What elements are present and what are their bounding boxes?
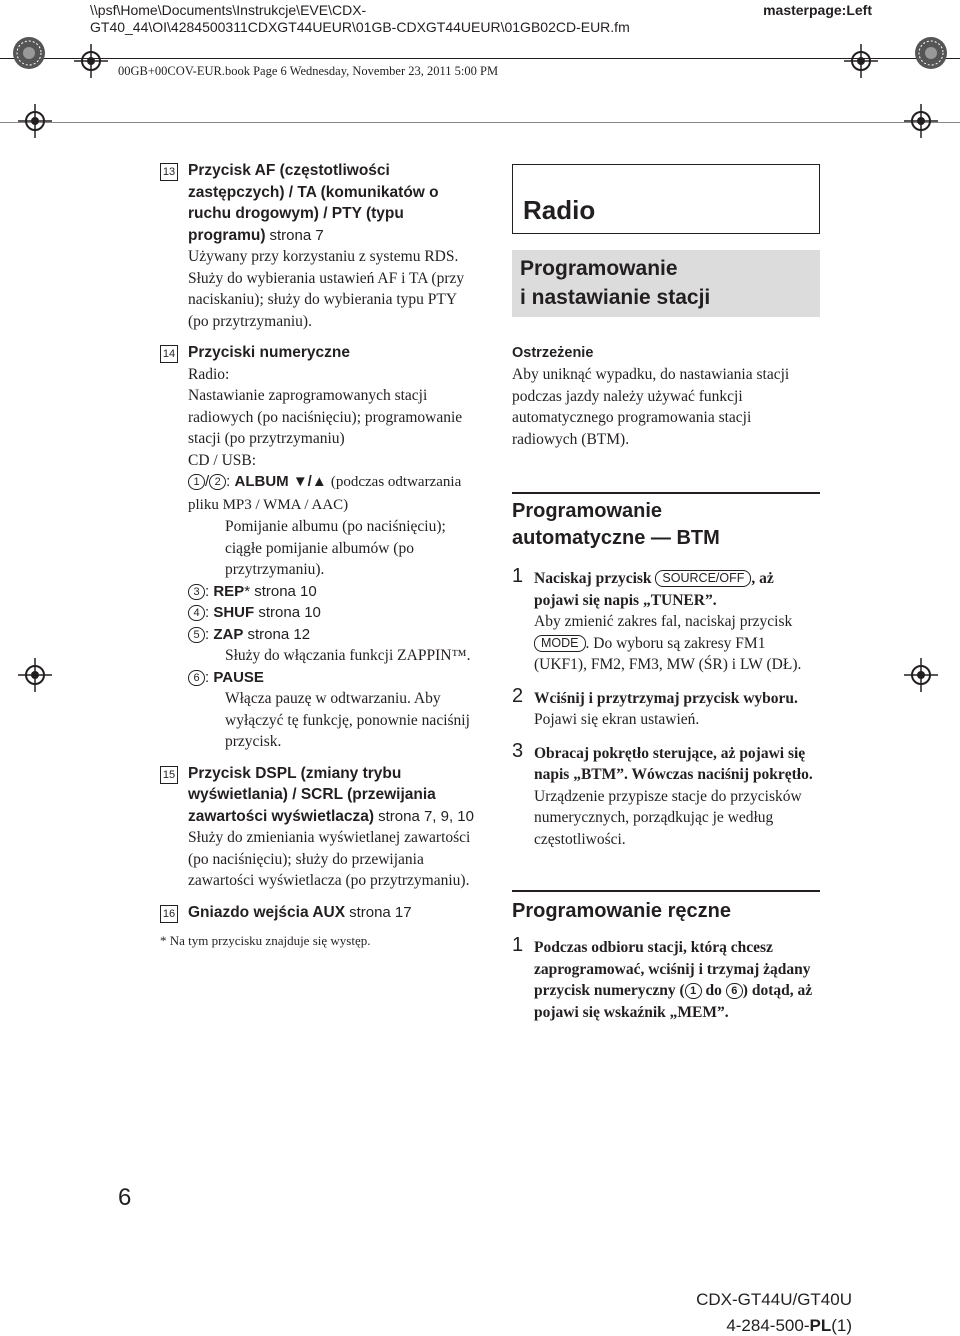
section-rule [512, 890, 820, 892]
warning-body: Aby uniknąć wypadku, do nastawiania stacji podczas jazdy należy używać funkcji automatycznego programowania stacji radiowych (BTM). [512, 366, 790, 448]
colon: : [205, 625, 210, 643]
btm-title-line1: Programowanie [512, 500, 663, 522]
item-title: Gniazdo wejścia AUX [188, 903, 346, 921]
shuf-label: SHUF [213, 604, 255, 621]
header-book-info: 00GB+00COV-EUR.book Page 6 Wednesday, November 23, 2011 5:00 PM [118, 64, 499, 78]
step-text: , aż pojawi się napis „TUNER”. [534, 570, 774, 609]
part-number-prefix: 4-284-500- [726, 1316, 810, 1335]
album-note: (podczas odtwarzania pliku MP3 / WMA / AAC) [188, 474, 462, 513]
part-number-suffix: (1) [831, 1316, 852, 1335]
color-wheel-icon [12, 36, 46, 70]
page-ref: strona 12 [247, 625, 311, 643]
model-number: CDX-GT44U/GT40U [696, 1290, 852, 1309]
cd-usb-label: CD / USB: [188, 451, 257, 469]
radio-label: Radio: [188, 365, 230, 383]
item-title: Przyciski numeryczne [188, 344, 350, 361]
registration-mark-icon [74, 44, 108, 78]
header-file-path: \\psf\Home\Documents\Instrukcje\EVE\CDX-GT40_44\OI\4284500311CDXGT44UEUR\01GB-CDXGT44UEUR\01GB02CD-EUR.fm [90, 2, 630, 35]
step-number: 3 [512, 739, 524, 762]
section-rule [512, 492, 820, 494]
key-1: 1 [188, 474, 205, 490]
pause-line [188, 667, 480, 689]
color-wheel-icon [914, 36, 948, 70]
manual-step-1 [512, 934, 820, 1023]
item-number: 15 [160, 766, 178, 784]
left-column [160, 160, 480, 949]
item-number: 13 [160, 163, 178, 181]
item-body: Służy do zmieniania wyświetlanej zawartości (po naciśnięciu); służy do przewijania zawartości wyświetlacza (po przytrzymaniu). [188, 829, 471, 889]
pause-body: Włącza pauzę w odtwarzaniu. Aby wyłączyć tę funkcję, ponownie naciśnij przycisk. [225, 690, 470, 750]
warning-title: Ostrzeżenie [512, 345, 594, 361]
registration-mark-icon [18, 658, 52, 692]
key-6: 6 [188, 670, 205, 686]
key-5: 5 [188, 627, 205, 643]
btm-step-3 [512, 739, 820, 851]
item-14 [160, 342, 480, 753]
page-ref: strona 10 [254, 582, 317, 600]
step-body [534, 611, 820, 676]
subsection-title-line1: Programowanie [520, 257, 678, 280]
page-number: 6 [118, 1184, 132, 1211]
step-text: ) dotąd, aż pojawi się wskaźnik „MEM”. [534, 982, 813, 1021]
colon: : [205, 582, 210, 600]
album-body: Pomijanie albumu (po naciśnięciu); ciągłe pomijanie albumów (po przytrzymaniu). [225, 518, 446, 578]
key-4: 4 [188, 605, 205, 621]
footnote: * Na tym przycisku znajduje się występ. [160, 933, 371, 948]
radio-body: Nastawianie zaprogramowanych stacji radiowych (po naciśnięciu); programowanie stacji (po przytrzymaniu) [188, 387, 463, 447]
shuf-line [188, 602, 480, 624]
zap-body: Służy do włączania funkcji ZAPPIN™. [225, 647, 471, 664]
part-number-lang: PL [809, 1316, 832, 1335]
source-off-key: SOURCE/OFF [655, 570, 751, 587]
step-body: Pojawi się ekran ustawień. [534, 711, 700, 728]
step-number: 1 [512, 934, 524, 956]
step-body: Urządzenie przypisze stacje do przycisków numerycznych, porządkując je według częstotliwości. [534, 787, 802, 848]
zap-line [188, 624, 480, 646]
crop-line-2 [0, 122, 960, 123]
step-number: 1 [512, 565, 524, 587]
step-text: do [701, 982, 726, 999]
item-13 [160, 160, 480, 332]
radio-heading-box [512, 164, 820, 234]
album-label: ALBUM ▼/▲ [234, 473, 327, 490]
subsection-heading-box [512, 250, 820, 317]
item-title: Przycisk AF (częstotliwości zastępczych) / TA (komunikatów o ruchu drogowym) / PTY (typu programu) [188, 162, 439, 244]
key-1: 1 [685, 983, 702, 999]
colon: : [205, 604, 210, 621]
step-heading [534, 568, 820, 611]
step-heading: Obracaj pokrętło sterujące, aż pojawi się napis „BTM”. Wówczas naciśnij pokrętło. [534, 744, 813, 783]
item-16 [160, 902, 480, 924]
colon: : [226, 473, 231, 490]
album-line [188, 471, 480, 516]
part-number [726, 1316, 852, 1336]
key-6: 6 [726, 983, 743, 999]
step-text: Aby zmienić zakres fal, naciskaj przycisk [534, 613, 793, 630]
btm-step-2 [512, 684, 820, 731]
registration-mark-icon [904, 104, 938, 138]
zap-label: ZAP [213, 625, 244, 643]
rep-label: REP [213, 582, 245, 600]
btm-title [512, 498, 820, 552]
right-column [512, 164, 820, 1023]
page-ref: strona 7 [269, 226, 324, 244]
registration-mark-icon [18, 104, 52, 138]
item-number: 14 [160, 345, 178, 363]
step-heading: Wciśnij i przytrzymaj przycisk wyboru. [534, 689, 798, 707]
registration-mark-icon [844, 44, 878, 78]
page-ref: strona 17 [349, 903, 412, 921]
asterisk: * [244, 582, 251, 600]
item-number: 16 [160, 905, 178, 923]
item-15 [160, 763, 480, 892]
btm-step-1 [512, 565, 820, 676]
step-number: 2 [512, 684, 524, 707]
subsection-title-line2: i nastawianie stacji [520, 286, 711, 309]
page-ref: strona 7, 9, 10 [378, 807, 474, 825]
btm-title-line2: automatyczne — BTM [512, 527, 720, 549]
pause-label: PAUSE [213, 668, 264, 686]
step-text: Podczas odbioru stacji, którą chcesz zaprogramować, wciśnij i trzymaj żądany przycisk numeryczny ( [534, 939, 811, 999]
mode-key: MODE [534, 635, 586, 652]
item-body: Używany przy korzystaniu z systemu RDS. Służy do wybierania ustawień AF i TA (przy naciskaniu); służy do wybierania typu PTY (po przytrzymaniu). [188, 248, 465, 330]
item-title: Przycisk DSPL (zmiany trybu wyświetlania) / SCRL (przewijania zawartości wyświetlacza) [188, 764, 436, 825]
registration-mark-icon [904, 658, 938, 692]
separator: / [205, 473, 210, 490]
key-2: 2 [209, 474, 226, 490]
page-ref: strona 10 [258, 604, 321, 621]
crop-line-top [0, 58, 960, 59]
header-masterpage: masterpage:Left [763, 2, 872, 18]
step-text: Naciskaj przycisk [534, 570, 652, 587]
key-3: 3 [188, 584, 205, 600]
colon: : [205, 668, 210, 686]
rep-line [188, 581, 480, 603]
step-text: . Do wyboru są zakresy FM1 (UKF1), FM2, FM3, MW (ŚR) i LW (DŁ). [534, 634, 802, 673]
step-heading [534, 937, 820, 1023]
manual-title: Programowanie ręczne [512, 900, 731, 922]
section-title-radio: Radio [523, 195, 596, 225]
